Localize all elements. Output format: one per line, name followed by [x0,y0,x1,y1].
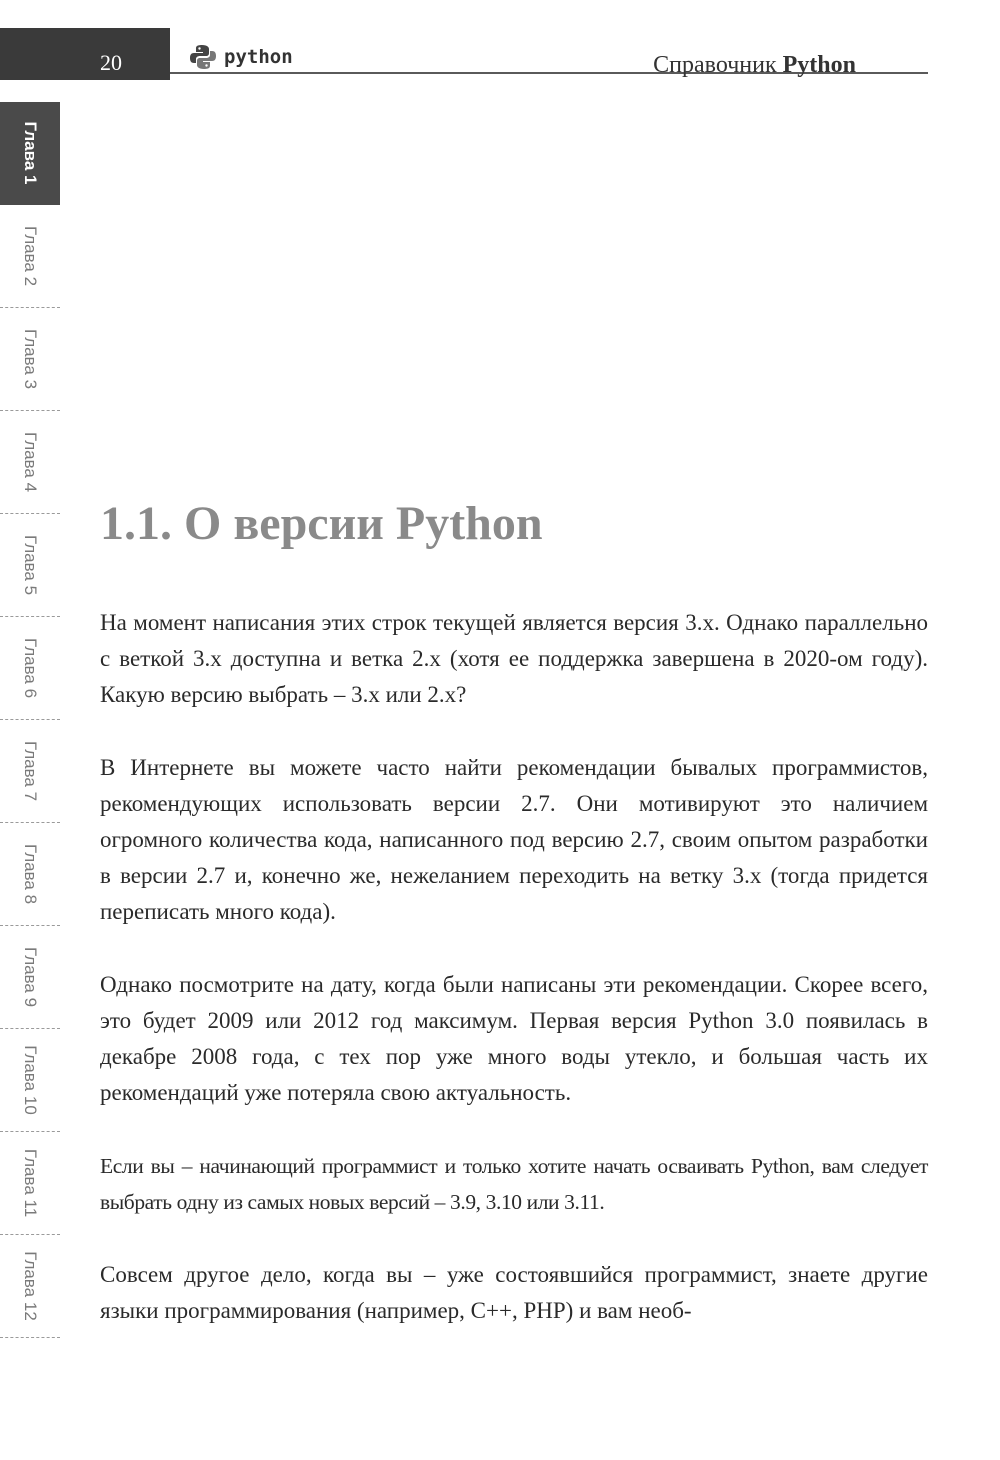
chapter-tab-label: Глава 7 [21,740,40,802]
chapter-tab-label: Глава 4 [21,431,40,493]
book-title-name: Python [782,52,856,78]
paragraph: В Интернете вы можете часто найти рекомендации бывалых программистов, рекомендующих использовать версии 2.7. Они мотивируют это наличием огромного количества кода, написанного под версию 2.7, своим опытом разработки в версии 2.7 и, конечно же, нежеланием переходить на ветку 3.x (тогда придется переписать много кода). [100,755,928,924]
chapter-tab-12[interactable] [0,1235,60,1338]
chapter-tab-5[interactable] [0,514,60,617]
paragraph: На момент написания этих строк текущей является версия 3.x. Однако параллельно с веткой 3.x доступна и ветка 2.x (хотя ее поддержка завершена в 2020-ом году). Какую версию выбрать – 3.x или 2.x? [100,610,928,707]
python-logo [190,44,293,70]
chapter-tab-6[interactable] [0,617,60,720]
chapter-tab-9[interactable] [0,926,60,1029]
chapter-tab-11[interactable] [0,1132,60,1235]
paragraph: Совсем другое дело, когда вы – уже состоявшийся программист, знаете другие языки программирования (например, C++, PHP) и вам необ- [100,1262,928,1323]
chapter-tab-8[interactable] [0,823,60,926]
book-title [653,52,856,79]
chapter-tab-label: Глава 6 [21,637,40,699]
paragraph: Если вы – начинающий программист и только хотите начать осваивать Python, вам следует выбрать одну из самых новых версий – 3.9, 3.10 или 3.11. [100,1154,928,1214]
chapter-tab-2[interactable] [0,205,60,308]
chapter-tab-label: Глава 8 [21,843,40,905]
chapter-tab-label: Глава 9 [21,946,40,1008]
body-text [100,605,928,1366]
book-title-prefix: Справочник [653,52,777,78]
page-header [0,18,928,78]
paragraph: Однако посмотрите на дату, когда были написаны эти рекомендации. Скорее всего, это будет 2009 или 2012 год максимум. Первая версия Python 3.0 появилась в декабре 2008 года, с тех пор уже много воды утекло, и большая часть их рекомендаций уже потеряла свою актуальность. [100,972,928,1105]
chapter-tab-label: Глава 10 [21,1045,40,1115]
chapter-tab-label: Глава 2 [21,225,40,287]
logo-text: python [224,46,293,68]
chapter-tab-label: Глава 11 [21,1148,40,1218]
chapter-tab-label: Глава 1 [21,121,40,185]
chapter-tab-label: Глава 3 [21,328,40,390]
chapter-tab-7[interactable] [0,720,60,823]
python-logo-icon [190,44,216,70]
chapter-tab-label: Глава 12 [21,1251,40,1321]
chapter-tab-1[interactable] [0,102,60,205]
page-number: 20 [100,50,122,75]
section-title: 1.1. О версии Python [100,497,543,550]
page-number-box [0,28,170,80]
chapter-tab-10[interactable] [0,1029,60,1132]
chapter-tab-3[interactable] [0,308,60,411]
chapter-tab-label: Глава 5 [21,534,40,596]
chapter-tabs [0,102,60,1338]
chapter-tab-4[interactable] [0,411,60,514]
